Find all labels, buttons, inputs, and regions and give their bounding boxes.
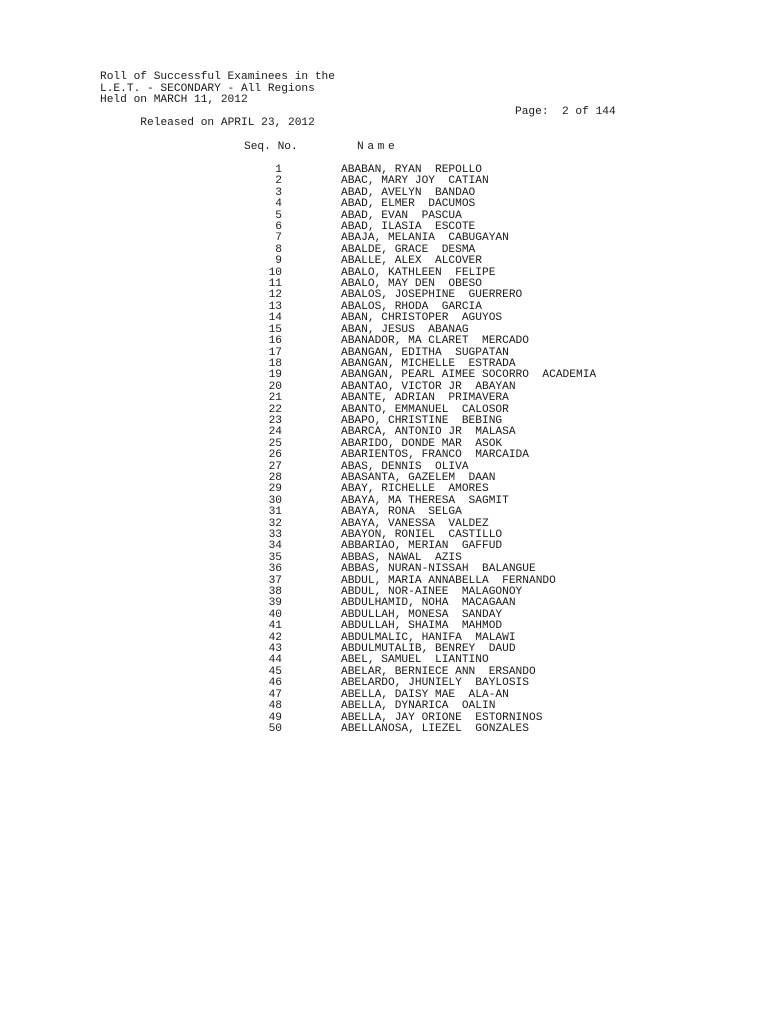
seq-number: 44 bbox=[268, 654, 282, 667]
seq-number: 21 bbox=[268, 392, 282, 405]
examinee-name: ABDUL, NOR-AINEE MALAGONOY bbox=[341, 586, 523, 599]
seq-number: 3 bbox=[275, 186, 282, 199]
seq-number: 45 bbox=[268, 665, 282, 678]
seq-column-header: Seq. No. bbox=[244, 141, 298, 153]
examinee-name: ABALOS, RHODA GARCIA bbox=[341, 300, 482, 313]
examinee-name: ABAYA, RONA SELGA bbox=[341, 506, 462, 519]
examinee-name: ABAD, ELMER DACUMOS bbox=[341, 198, 476, 211]
examinee-name: ABAC, MARY JOY CATIAN bbox=[341, 175, 489, 188]
seq-number: 10 bbox=[268, 266, 282, 279]
header-exam: L.E.T. - SECONDARY - All Regions bbox=[100, 82, 315, 95]
examinee-name: ABELARDO, JHUNIELY BAYLOSIS bbox=[341, 677, 529, 690]
examinee-name: ABAPO, CHRISTINE BEBING bbox=[341, 414, 503, 427]
seq-number: 9 bbox=[275, 255, 282, 268]
document-header bbox=[100, 71, 640, 130]
seq-number: 30 bbox=[268, 494, 282, 507]
name-column-header: Name bbox=[357, 141, 399, 153]
seq-number: 7 bbox=[275, 232, 282, 245]
examinee-name: ABALO, MAY DEN OBESO bbox=[341, 278, 482, 291]
examinee-name: ABELLA, DAISY MAE ALA-AN bbox=[341, 688, 509, 701]
seq-number: 14 bbox=[268, 312, 282, 325]
seq-number: 36 bbox=[268, 563, 282, 576]
seq-number: 28 bbox=[268, 471, 282, 484]
seq-number: 6 bbox=[275, 221, 282, 234]
examinee-name: ABDUL, MARIA ANNABELLA FERNANDO bbox=[341, 574, 556, 587]
page-indicator: Page: 2 of 144 bbox=[515, 105, 616, 118]
examinee-name: ABAD, EVAN PASCUA bbox=[341, 209, 462, 222]
examinee-name: ABELLANOSA, LIEZEL GONZALES bbox=[341, 722, 529, 735]
examinee-name: ABDULHAMID, NOHA MACAGAAN bbox=[341, 597, 516, 610]
examinee-name: ABELLA, JAY ORIONE ESTORNINOS bbox=[341, 711, 543, 724]
seq-number: 49 bbox=[268, 711, 282, 724]
seq-number: 31 bbox=[268, 506, 282, 519]
examinee-name: ABBAS, NAWAL AZIS bbox=[341, 551, 462, 564]
examinee-name: ABALLE, ALEX ALCOVER bbox=[341, 255, 482, 268]
examinee-name: ABABAN, RYAN REPOLLO bbox=[341, 164, 482, 176]
examinee-name: ABBARIAO, MERIAN GAFFUD bbox=[341, 540, 503, 553]
seq-number: 4 bbox=[275, 198, 282, 211]
examinee-name: ABALO, KATHLEEN FELIPE bbox=[341, 266, 496, 279]
examinee-name: ABANTO, EMMANUEL CALOSOR bbox=[341, 403, 509, 416]
examinee-name: ABAN, JESUS ABANAG bbox=[341, 323, 469, 336]
seq-number: 43 bbox=[268, 643, 282, 656]
examinee-name: ABANTE, ADRIAN PRIMAVERA bbox=[341, 392, 509, 405]
examinee-name: ABALOS, JOSEPHINE GUERRERO bbox=[341, 289, 523, 302]
seq-number: 5 bbox=[275, 209, 282, 222]
seq-number: 40 bbox=[268, 608, 282, 621]
seq-number: 13 bbox=[268, 300, 282, 313]
header-title: Roll of Successful Examinees in the bbox=[100, 71, 335, 83]
examinee-name: ABANGAN, EDITHA SUGPATAN bbox=[341, 346, 509, 359]
header-held-date: Held on MARCH 11, 2012 bbox=[100, 94, 248, 107]
seq-number: 18 bbox=[268, 357, 282, 370]
seq-number: 11 bbox=[268, 278, 282, 291]
seq-number: 29 bbox=[268, 483, 282, 496]
seq-number: 46 bbox=[268, 677, 282, 690]
examinee-name: ABELLA, DYNARICA OALIN bbox=[341, 700, 496, 713]
examinee-name: ABANGAN, MICHELLE ESTRADA bbox=[341, 357, 516, 370]
examinee-name: ABAYA, VANESSA VALDEZ bbox=[341, 517, 489, 530]
examinee-name: ABEL, SAMUEL LIANTINO bbox=[341, 654, 489, 667]
examinee-name: ABAYON, RONIEL CASTILLO bbox=[341, 529, 503, 541]
seq-number: 16 bbox=[268, 335, 282, 348]
header-release-row bbox=[100, 105, 640, 130]
examinee-name: ABAY, RICHELLE AMORES bbox=[341, 483, 489, 496]
seq-number: 19 bbox=[268, 369, 282, 382]
seq-number: 27 bbox=[268, 460, 282, 473]
examinee-name: ABARCA, ANTONIO JR MALASA bbox=[341, 426, 516, 439]
examinee-name: ABAN, CHRISTOPER AGUYOS bbox=[341, 312, 503, 325]
seq-number: 38 bbox=[268, 586, 282, 599]
examinee-name: ABANADOR, MA CLARET MERCADO bbox=[341, 335, 529, 348]
seq-number: 25 bbox=[268, 437, 282, 450]
seq-number: 8 bbox=[275, 243, 282, 256]
seq-number: 35 bbox=[268, 551, 282, 564]
seq-number: 37 bbox=[268, 574, 282, 587]
seq-number: 50 bbox=[268, 722, 282, 735]
seq-number: 32 bbox=[268, 517, 282, 530]
seq-number: 26 bbox=[268, 449, 282, 462]
examinee-name: ABDULMALIC, HANIFA MALAWI bbox=[341, 631, 516, 644]
examinee-name: ABARIDO, DONDE MAR ASOK bbox=[341, 437, 503, 450]
seq-number: 24 bbox=[268, 426, 282, 439]
examinee-name: ABAD, AVELYN BANDAO bbox=[341, 186, 476, 199]
examinee-name: ABASANTA, GAZELEM DAAN bbox=[341, 471, 496, 484]
examinee-name: ABDULMUTALIB, BENREY DAUD bbox=[341, 643, 516, 656]
examinee-name: ABARIENTOS, FRANCO MARCAIDA bbox=[341, 449, 529, 462]
seq-number: 33 bbox=[268, 529, 282, 541]
seq-number: 41 bbox=[268, 620, 282, 633]
examinee-name: ABAJA, MELANIA CABUGAYAN bbox=[341, 232, 509, 245]
header-release-date: Released on APRIL 23, 2012 bbox=[140, 117, 315, 130]
seq-number: 17 bbox=[268, 346, 282, 359]
examinee-name: ABALDE, GRACE DESMA bbox=[341, 243, 476, 256]
examinee-name: ABANTAO, VICTOR JR ABAYAN bbox=[341, 380, 516, 393]
seq-number: 15 bbox=[268, 323, 282, 336]
seq-number: 47 bbox=[268, 688, 282, 701]
examinee-name: ABAS, DENNIS OLIVA bbox=[341, 460, 469, 473]
examinee-name: ABDULLAH, MONESA SANDAY bbox=[341, 608, 503, 621]
seq-number: 12 bbox=[268, 289, 282, 302]
seq-number: 39 bbox=[268, 597, 282, 610]
examinee-name: ABELAR, BERNIECE ANN ERSANDO bbox=[341, 665, 536, 678]
seq-number: 34 bbox=[268, 540, 282, 553]
seq-number: 1 bbox=[275, 164, 282, 176]
examinee-name: ABDULLAH, SHAIMA MAHMOD bbox=[341, 620, 503, 633]
examinee-name: ABAD, ILASIA ESCOTE bbox=[341, 221, 476, 234]
seq-number: 42 bbox=[268, 631, 282, 644]
seq-number: 2 bbox=[275, 175, 282, 188]
seq-number: 23 bbox=[268, 414, 282, 427]
examinee-name: ABAYA, MA THERESA SAGMIT bbox=[341, 494, 509, 507]
seq-number: 48 bbox=[268, 700, 282, 713]
examinee-name: ABANGAN, PEARL AIMEE SOCORRO ACADEMIA bbox=[341, 369, 597, 382]
seq-number: 22 bbox=[268, 403, 282, 416]
examinee-name: ABBAS, NURAN-NISSAH BALANGUE bbox=[341, 563, 536, 576]
seq-number: 20 bbox=[268, 380, 282, 393]
